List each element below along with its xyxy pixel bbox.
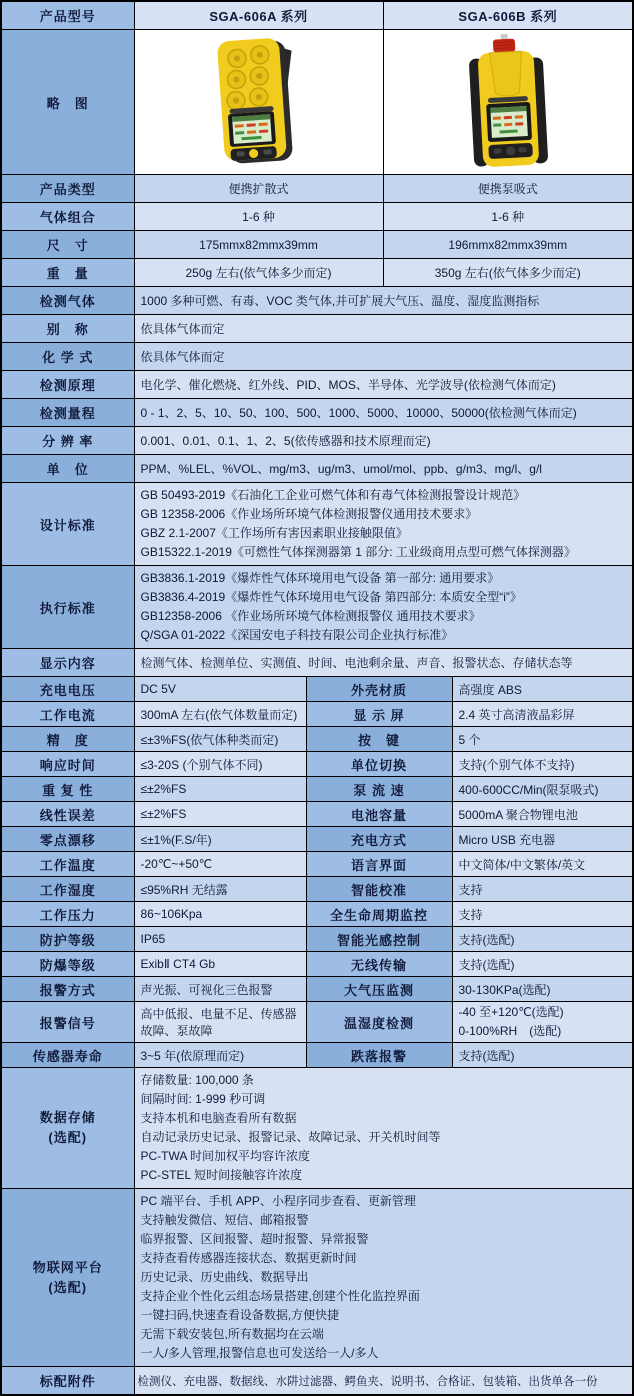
spec-label: 智能光感控制 bbox=[306, 927, 452, 952]
table-row bbox=[1, 827, 633, 852]
spec-label: 检测气体 bbox=[1, 287, 134, 315]
spec-label: 尺 寸 bbox=[1, 231, 134, 259]
spec-value: 支持(个别气体不支持) bbox=[452, 752, 633, 777]
accessories-label: 标配附件 bbox=[1, 1367, 134, 1396]
table-row bbox=[1, 752, 633, 777]
text-line: 一键扫码,快速查看设备数据,方便快捷 bbox=[140, 1308, 340, 1322]
spec-label: 重 复 性 bbox=[1, 777, 134, 802]
spec-label: 执行标准 bbox=[1, 566, 134, 649]
spec-value: ExibⅡ CT4 Gb bbox=[134, 952, 306, 977]
spec-value: 400-600CC/Min(限泵吸式) bbox=[452, 777, 633, 802]
spec-value: 支持 bbox=[452, 902, 633, 927]
table-row bbox=[1, 727, 633, 752]
spec-value: 高中低报、电量不足、传感器故障、泵故障 bbox=[134, 1002, 306, 1043]
spec-value: 检测气体、检测单位、实测值、时间、电池剩余量、声音、报警状态、存储状态等 bbox=[134, 649, 633, 677]
spec-label: 传感器寿命 bbox=[1, 1043, 134, 1068]
text-line: 支持查看传感器连接状态、数据更新时间 bbox=[140, 1251, 357, 1265]
spec-label: 防护等级 bbox=[1, 927, 134, 952]
spec-value: 0 - 1、2、5、10、50、100、500、1000、5000、10000、50000(依检测气体而定) bbox=[134, 399, 633, 427]
spec-value: ≤±2%FS bbox=[134, 802, 306, 827]
text-line: 支持本机和电脑查看所有数据 bbox=[140, 1111, 297, 1125]
spec-label: 无线传输 bbox=[306, 952, 452, 977]
spec-value: 声光振、可视化三色报警 bbox=[134, 977, 306, 1002]
product-image-sga-606b bbox=[383, 30, 633, 175]
feature-list bbox=[134, 1068, 633, 1189]
table-row bbox=[1, 1367, 633, 1396]
text-line: -40 至+120℃(选配) bbox=[458, 1005, 564, 1019]
spec-value: -20℃~+50℃ bbox=[134, 852, 306, 877]
spec-label: 跌落报警 bbox=[306, 1043, 452, 1068]
spec-value: IP65 bbox=[134, 927, 306, 952]
spec-label: 分 辨 率 bbox=[1, 427, 134, 455]
text-line: 无需下载安装包,所有数据均在云端 bbox=[140, 1327, 324, 1341]
spec-label: 工作电流 bbox=[1, 702, 134, 727]
table-row bbox=[1, 649, 633, 677]
spec-value bbox=[452, 1002, 633, 1043]
spec-value-b: 1-6 种 bbox=[383, 203, 633, 231]
table-row bbox=[1, 902, 633, 927]
spec-value: PPM、%LEL、%VOL、mg/m3、ug/m3、umol/mol、ppb、g/m3、mg/l、g/l bbox=[134, 455, 633, 483]
spec-label: 显示内容 bbox=[1, 649, 134, 677]
spec-value: ≤±3%FS(依气体种类而定) bbox=[134, 727, 306, 752]
product-model-label: 产品型号 bbox=[1, 1, 134, 30]
spec-value-b: 便携泵吸式 bbox=[383, 175, 633, 203]
text-line: 临界报警、区间报警、超时报警、异常报警 bbox=[140, 1232, 369, 1246]
standards-list bbox=[134, 483, 633, 566]
block-sublabel: (选配) bbox=[48, 1279, 88, 1295]
spec-label: 报警方式 bbox=[1, 977, 134, 1002]
table-row bbox=[1, 777, 633, 802]
spec-label: 检测量程 bbox=[1, 399, 134, 427]
table-row bbox=[1, 852, 633, 877]
spec-label: 线性误差 bbox=[1, 802, 134, 827]
text-line: 一人/多人管理,报警信息也可发送给一人/多人 bbox=[140, 1346, 379, 1360]
spec-value: 支持 bbox=[452, 877, 633, 902]
spec-label: 单 位 bbox=[1, 455, 134, 483]
spec-value: ≤95%RH 无结露 bbox=[134, 877, 306, 902]
table-row bbox=[1, 343, 633, 371]
table-row bbox=[1, 175, 633, 203]
table-row bbox=[1, 483, 633, 566]
text-line: 自动记录历史记录、报警记录、故障记录、开关机时间等 bbox=[140, 1130, 441, 1144]
spec-label: 零点漂移 bbox=[1, 827, 134, 852]
spec-value: 5000mA 聚合物锂电池 bbox=[452, 802, 633, 827]
spec-value-b: 350g 左右(依气体多少而定) bbox=[383, 259, 633, 287]
text-line: GB15322.1-2019《可燃性气体探测器第 1 部分: 工业级商用点型可燃气体探测器》 bbox=[140, 545, 576, 559]
spec-value: 支持(选配) bbox=[452, 927, 633, 952]
spec-label: 精 度 bbox=[1, 727, 134, 752]
table-row bbox=[1, 259, 633, 287]
table-row bbox=[1, 399, 633, 427]
spec-label: 别 称 bbox=[1, 315, 134, 343]
table-row bbox=[1, 1, 633, 30]
text-line: PC-STEL 短时间接触容许浓度 bbox=[140, 1168, 303, 1182]
spec-value: 2.4 英寸高清液晶彩屏 bbox=[452, 702, 633, 727]
accessories-value: 检测仪、充电器、数据线、水阱过滤器、鳄鱼夹、说明书、合格证、包装箱、出货单各一份 bbox=[134, 1367, 633, 1396]
spec-value: 30-130KPa(选配) bbox=[452, 977, 633, 1002]
model-b-header: SGA-606B 系列 bbox=[383, 1, 633, 30]
text-line: GB12358-2006 《作业场所环境气体检测报警仪 通用技术要求》 bbox=[140, 609, 481, 623]
model-a-header: SGA-606A 系列 bbox=[134, 1, 383, 30]
text-line: GB 50493-2019《石油化工企业可燃气体和有毒气体检测报警设计规范》 bbox=[140, 488, 526, 502]
table-row bbox=[1, 1002, 633, 1043]
spec-label: 检测原理 bbox=[1, 371, 134, 399]
spec-value-a: 1-6 种 bbox=[134, 203, 383, 231]
spec-value-a: 便携扩散式 bbox=[134, 175, 383, 203]
spec-label: 设计标准 bbox=[1, 483, 134, 566]
block-label: 数据存储 bbox=[39, 1110, 96, 1125]
spec-label: 泵 流 速 bbox=[306, 777, 452, 802]
spec-label: 工作压力 bbox=[1, 902, 134, 927]
block-label: 物联网平台 bbox=[32, 1259, 103, 1275]
spec-label: 显 示 屏 bbox=[306, 702, 452, 727]
spec-label: 语言界面 bbox=[306, 852, 452, 877]
table-row bbox=[1, 977, 633, 1002]
table-row bbox=[1, 1043, 633, 1068]
spec-value: 300mA 左右(依气体数量而定) bbox=[134, 702, 306, 727]
spec-value: Micro USB 充电器 bbox=[452, 827, 633, 852]
table-row bbox=[1, 1189, 633, 1367]
feature-list bbox=[134, 1189, 633, 1367]
table-row bbox=[1, 30, 633, 175]
spec-label: 按 键 bbox=[306, 727, 452, 752]
spec-label: 产品类型 bbox=[1, 175, 134, 203]
spec-label: 重 量 bbox=[1, 259, 134, 287]
spec-value: 5 个 bbox=[452, 727, 633, 752]
table-row bbox=[1, 1068, 633, 1189]
text-line: 间隔时间: 1-999 秒可调 bbox=[140, 1092, 266, 1106]
spec-label: 工作温度 bbox=[1, 852, 134, 877]
text-line: 支持企业个性化云组态场景搭建,创建个性化监控界面 bbox=[140, 1289, 420, 1303]
text-line: GB3836.1-2019《爆炸性气体环境用电气设备 第一部分: 通用要求》 bbox=[140, 571, 500, 585]
text-line: GB 12358-2006《作业场所环境气体检测报警仪通用技术要求》 bbox=[140, 507, 478, 521]
spec-value: 高强度 ABS bbox=[452, 677, 633, 702]
spec-value: DC 5V bbox=[134, 677, 306, 702]
spec-value: 0.001、0.01、0.1、1、2、5(依传感器和技术原理而定) bbox=[134, 427, 633, 455]
spec-value: 电化学、催化燃烧、红外线、PID、MOS、半导体、光学波导(依检测气体而定) bbox=[134, 371, 633, 399]
gas-detector-diffusion-illustration bbox=[183, 35, 335, 167]
table-row bbox=[1, 677, 633, 702]
text-line: 0-100%RH (选配) bbox=[458, 1024, 562, 1038]
text-line: Q/SGA 01-2022《深国安电子科技有限公司企业执行标准》 bbox=[140, 628, 454, 642]
text-line: 存储数量: 100,000 条 bbox=[140, 1073, 254, 1087]
spec-label: 充电方式 bbox=[306, 827, 452, 852]
spec-label: 单位切换 bbox=[306, 752, 452, 777]
gas-detector-pump-illustration bbox=[444, 33, 572, 169]
spec-value: 中文简体/中文繁体/英文 bbox=[452, 852, 633, 877]
spec-value-a: 250g 左右(依气体多少而定) bbox=[134, 259, 383, 287]
table-row bbox=[1, 315, 633, 343]
table-row bbox=[1, 702, 633, 727]
spec-label: 温湿度检测 bbox=[306, 1002, 452, 1043]
spec-value: ≤3-20S (个别气体不同) bbox=[134, 752, 306, 777]
spec-label: 响应时间 bbox=[1, 752, 134, 777]
spec-value: 支持(选配) bbox=[452, 1043, 633, 1068]
spec-label: 智能校准 bbox=[306, 877, 452, 902]
spec-label: 大气压监测 bbox=[306, 977, 452, 1002]
spec-label: 工作湿度 bbox=[1, 877, 134, 902]
table-row bbox=[1, 566, 633, 649]
spec-label bbox=[1, 1189, 134, 1367]
table-row bbox=[1, 952, 633, 977]
table-row bbox=[1, 927, 633, 952]
table-row bbox=[1, 427, 633, 455]
spec-label bbox=[1, 1068, 134, 1189]
spec-value: ≤±2%FS bbox=[134, 777, 306, 802]
block-sublabel: (选配) bbox=[48, 1130, 88, 1145]
spec-label: 气体组合 bbox=[1, 203, 134, 231]
text-line: GBZ 2.1-2007《工作场所有害因素职业接触限值》 bbox=[140, 526, 408, 540]
spec-value: ≤±1%(F.S/年) bbox=[134, 827, 306, 852]
spec-label: 电池容量 bbox=[306, 802, 452, 827]
table-row bbox=[1, 203, 633, 231]
product-image-sga-606a bbox=[134, 30, 383, 175]
table-row bbox=[1, 802, 633, 827]
spec-label: 全生命周期监控 bbox=[306, 902, 452, 927]
text-line: 历史记录、历史曲线、数据导出 bbox=[140, 1270, 309, 1284]
table-row bbox=[1, 877, 633, 902]
spec-label: 外壳材质 bbox=[306, 677, 452, 702]
spec-value: 依具体气体而定 bbox=[134, 315, 633, 343]
sketch-label: 略 图 bbox=[1, 30, 134, 175]
spec-value: 3~5 年(依原理而定) bbox=[134, 1043, 306, 1068]
text-line: PC 端平台、手机 APP、小程序同步查看、更新管理 bbox=[140, 1194, 416, 1208]
spec-label: 化 学 式 bbox=[1, 343, 134, 371]
text-line: GB3836.4-2019《爆炸性气体环境用电气设备 第四部分: 本质安全型“i”》 bbox=[140, 590, 522, 604]
spec-value: 86~106Kpa bbox=[134, 902, 306, 927]
table-row bbox=[1, 287, 633, 315]
table-row bbox=[1, 231, 633, 259]
spec-label: 报警信号 bbox=[1, 1002, 134, 1043]
spec-value: 支持(选配) bbox=[452, 952, 633, 977]
spec-label: 防爆等级 bbox=[1, 952, 134, 977]
spec-value-b: 196mmx82mmx39mm bbox=[383, 231, 633, 259]
text-line: 支持触发微信、短信、邮箱报警 bbox=[140, 1213, 309, 1227]
spec-label: 充电电压 bbox=[1, 677, 134, 702]
standards-list bbox=[134, 566, 633, 649]
spec-value-a: 175mmx82mmx39mm bbox=[134, 231, 383, 259]
table-row bbox=[1, 371, 633, 399]
text-line: PC-TWA 时间加权平均容许浓度 bbox=[140, 1149, 311, 1163]
spec-value: 1000 多种可燃、有毒、VOC 类气体,并可扩展大气压、温度、湿度监测指标 bbox=[134, 287, 633, 315]
spec-value: 依具体气体而定 bbox=[134, 343, 633, 371]
table-row bbox=[1, 455, 633, 483]
